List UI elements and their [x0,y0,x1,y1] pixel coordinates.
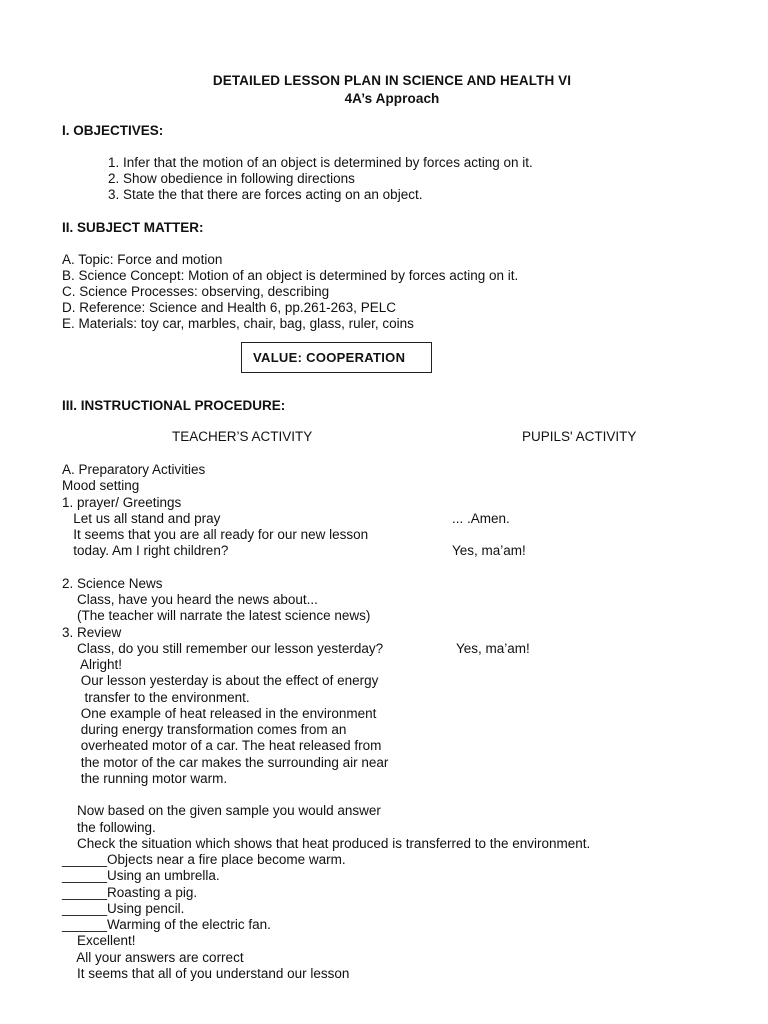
subject-matter-item: E. Materials: toy car, marbles, chair, bag, glass, ruler, coins [62,316,414,331]
objective-item: 2. Show obedience in following directions [108,171,355,186]
subject-matter-item: B. Science Concept: Motion of an object is determined by forces acting on it. [62,268,519,283]
teacher-activity-line: ______Roasting a pig. [62,884,198,900]
teacher-activity-line: ______Objects near a fire place become warm. [62,852,346,867]
teacher-activity-line: Check the situation which shows that heat produced is transferred to the environment. [62,835,591,851]
teacher-activity-line: Let us all stand and pray [62,510,221,526]
teacher-activity-line: One example of heat released in the environment [62,705,377,721]
teacher-activity-column-header: TEACHER’S ACTIVITY [172,429,313,444]
subject-matter-item: D. Reference: Science and Health 6, pp.261-263, PELC [62,300,396,315]
teacher-activity-line: Class, do you still remember our lesson yesterday? [62,640,384,656]
teacher-activity-line: Now based on the given sample you would answer [62,803,381,819]
teacher-activity-line: ______Using pencil. [62,900,185,916]
teacher-activity-line: transfer to the environment. [62,689,250,705]
pupil-response: ... .Amen. [452,510,510,526]
value-label: VALUE: COOPERATION [253,350,406,365]
teacher-activity-line: ______Warming of the electric fan. [62,917,271,932]
subject-matter-item: C. Science Processes: observing, describing [62,284,330,299]
teacher-activity-line: Excellent! [62,933,136,949]
teacher-activity-line: (The teacher will narrate the latest science news) [62,608,371,624]
teacher-activity-line: All your answers are correct [62,949,244,965]
subject-matter-heading: II. SUBJECT MATTER: [62,220,204,235]
subject-matter-item: A. Topic: Force and motion [62,252,223,267]
teacher-activity-line: It seems that you are all ready for our new lesson [62,527,369,542]
document-subtitle: 4A’s Approach [344,91,440,106]
teacher-activity-line: Class, have you heard the news about... [62,592,318,607]
teacher-activity-line: the motor of the car makes the surrounding air near [62,754,389,770]
value-box [241,342,432,373]
procedure-heading: III. INSTRUCTIONAL PROCEDURE: [62,398,286,413]
teacher-activity-line: the running motor warm. [62,770,228,786]
objectives-heading: I. OBJECTIVES: [62,123,164,138]
teacher-activity-line: 2. Science News [62,575,163,591]
teacher-activity-line: It seems that all of you understand our lesson [62,965,350,981]
teacher-activity-line: Our lesson yesterday is about the effect of energy [62,673,379,689]
document-title: DETAILED LESSON PLAN IN SCIENCE AND HEALTH VI [212,73,572,88]
objective-item: 3. State the that there are forces acting on an object. [108,187,423,202]
teacher-activity-line: A. Preparatory Activities [62,462,206,477]
pupil-response: Yes, ma’am! [456,640,530,656]
teacher-activity-line: the following. [62,819,156,835]
teacher-activity-line: overheated motor of a car. The heat released from [62,738,382,754]
teacher-activity-line: ______Using an umbrella. [62,868,220,884]
objective-item: 1. Infer that the motion of an object is determined by forces acting on it. [108,155,533,170]
teacher-activity-line: 3. Review [62,624,122,640]
teacher-activity-line: Mood setting [62,478,140,494]
pupil-response: Yes, ma’am! [452,543,526,559]
teacher-activity-line: Alright! [62,657,123,672]
pupils-activity-column-header: PUPILS' ACTIVITY [522,429,637,444]
teacher-activity-line: during energy transformation comes from an [62,722,347,737]
teacher-activity-line: 1. prayer/ Greetings [62,494,182,510]
teacher-activity-line: today. Am I right children? [62,543,229,559]
